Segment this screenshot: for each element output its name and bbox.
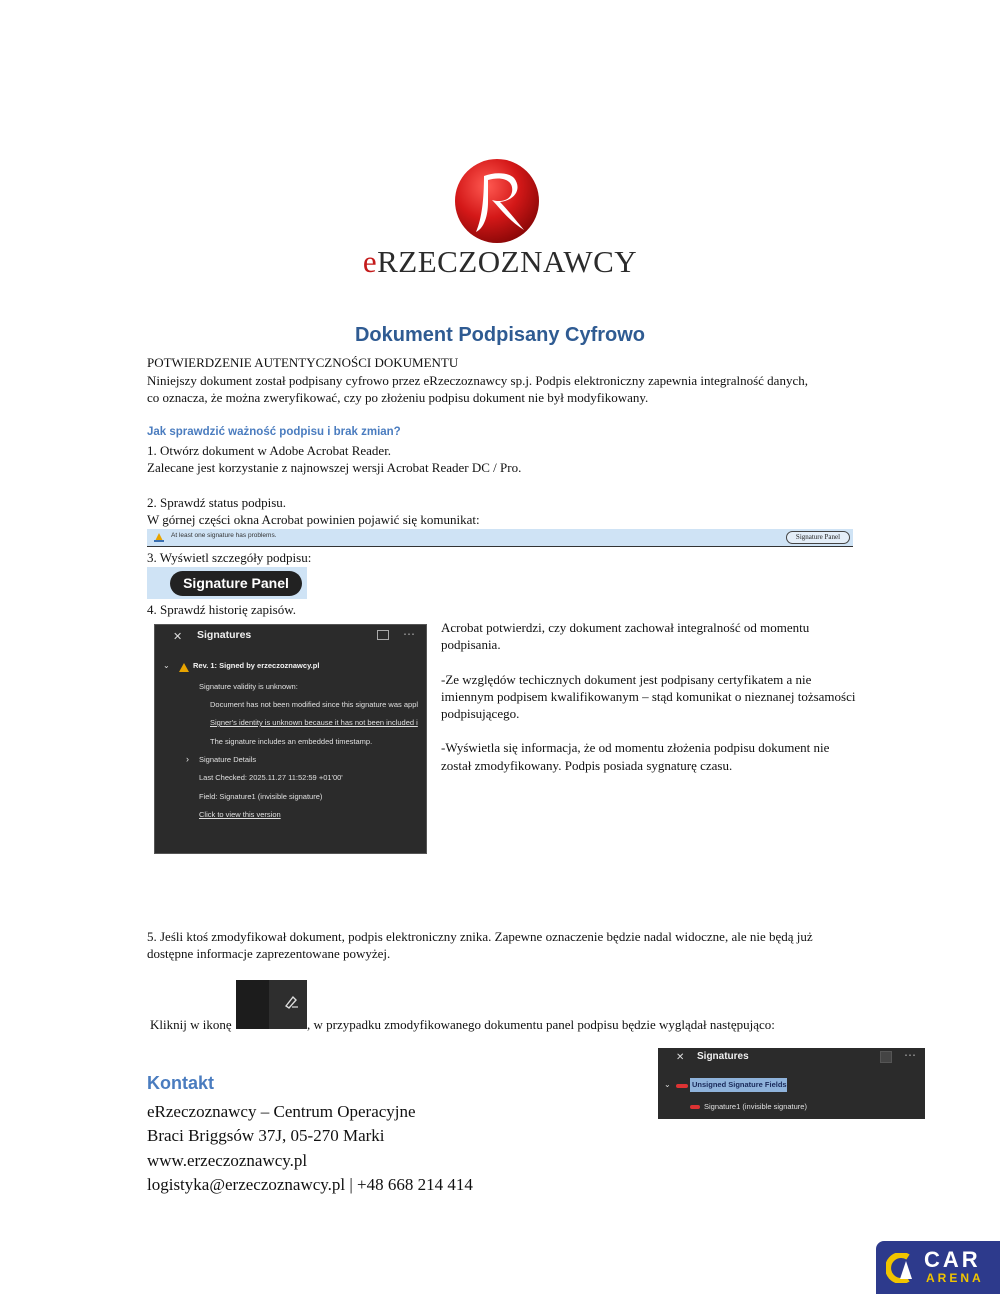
step-3-title: 3. Wyświetl szczegóły podpisu: xyxy=(147,550,312,565)
step-4-title: 4. Sprawdź historię zapisów. xyxy=(147,602,296,617)
banner-message: At least one signature has problems. xyxy=(171,532,277,539)
car-arena-badge xyxy=(876,1241,1000,1294)
view-version-link[interactable]: Click to view this version xyxy=(199,810,281,819)
signature-panel-button-screenshot xyxy=(147,567,307,599)
kontakt-heading: Kontakt xyxy=(147,1073,214,1093)
explanation-paragraph-3: -Wyświetla się informacja, że od momentu złożenia podpisu dokument nie został zmodyfikowany. Podpis posiada sygnaturę czasu. xyxy=(441,740,830,773)
kontakt-website[interactable]: www.erzeczoznawcy.pl xyxy=(147,1151,308,1170)
intro-heading: POTWIERDZENIE AUTENTYCZNOŚCI DOKUMENTU xyxy=(147,355,459,370)
signatures-panel xyxy=(154,624,427,854)
explanation-paragraph-1: Acrobat potwierdzi, czy dokument zachował integralność od momentu podpisania. xyxy=(441,620,810,653)
validity-detail-identity[interactable]: Signer's identity is unknown because it has not been included i xyxy=(210,718,418,727)
step-1-note: Zalecane jest korzystanie z najnowszej wersji Acrobat Reader DC / Pro. xyxy=(147,460,522,475)
step-5-line-2: dostępne informacje zaprezentowane powyżej. xyxy=(147,946,391,961)
signature-details[interactable]: Signature Details xyxy=(199,755,257,764)
car-arena-logo-icon xyxy=(886,1253,916,1283)
unsigned-panel-title: Signatures xyxy=(697,1051,749,1062)
step-1-title: 1. Otwórz dokument w Adobe Acrobat Reader. xyxy=(147,443,392,458)
click-icon-text-suffix: , w przypadku zmodyfikowanego dokumentu panel podpisu będzie wyglądał następująco: xyxy=(307,1017,775,1032)
validity-detail-timestamp: The signature includes an embedded timestamp. xyxy=(210,737,373,746)
close-icon[interactable]: ✕ xyxy=(173,631,183,643)
chevron-down-icon[interactable]: ⌄ xyxy=(664,1080,671,1089)
erzeczoznawcy-logo-text: eRZECZOZNAWCY xyxy=(362,244,638,279)
click-icon-text-prefix: Kliknij w ikonę xyxy=(150,1017,232,1032)
last-checked: Last Checked: 2025.11.27 11:52:59 +01'00' xyxy=(199,773,343,782)
step-5-line-1: 5. Jeśli ktoś zmodyfikował dokument, podpis elektroniczny znika. Zapewne oznaczenie będzie nadal widoczne, ale nie będą już xyxy=(147,929,813,944)
signature-warning-icon xyxy=(153,532,165,543)
kontakt-email-phone[interactable]: logistyka@erzeczoznawcy.pl | +48 668 214 414 xyxy=(147,1175,473,1194)
close-icon[interactable]: ✕ xyxy=(676,1052,685,1063)
warning-icon xyxy=(179,663,189,672)
unsigned-fields-group[interactable]: Unsigned Signature Fields xyxy=(692,1080,787,1089)
chevron-down-icon[interactable]: ⌄ xyxy=(163,661,170,670)
kontakt-address: Braci Briggsów 37J, 05-270 Marki xyxy=(147,1126,385,1145)
unsigned-field-item[interactable]: Signature1 (invisible signature) xyxy=(704,1102,807,1111)
badge-text-top: CAR xyxy=(924,1247,981,1272)
unsigned-signatures-panel xyxy=(658,1048,925,1119)
step-4-explanation xyxy=(441,619,861,791)
howto-heading: Jak sprawdzić ważność podpisu i brak zmian? xyxy=(147,426,401,438)
step-2-note: W górnej części okna Acrobat powinien pojawić się komunikat: xyxy=(147,512,480,527)
validity-detail-unmodified: Document has not been modified since this signature was appl xyxy=(210,700,419,709)
intro-paragraph-line-1: Niniejszy dokument został podpisany cyfrowo przez eRzeczoznawcy sp.j. Podpis elektroniczny zapewnia integralność danych, xyxy=(147,373,808,388)
chevron-right-icon[interactable]: › xyxy=(186,754,189,764)
signature-field-icon xyxy=(690,1105,700,1109)
signatures-panel-header xyxy=(155,625,426,647)
explanation-paragraph-2: -Ze względów techicznych dokument jest podpisany certyfikatem a nie imiennym podpisem kwalifikowanym – stąd komunikat o nieznanej tożsamości podpisującego. xyxy=(441,671,856,722)
signature-field-icon xyxy=(676,1084,688,1088)
revision-label[interactable]: Rev. 1: Signed by erzeczoznawcy.pl xyxy=(193,661,320,670)
validate-all-icon[interactable] xyxy=(377,630,389,640)
document-title: Dokument Podpisany Cyfrowo xyxy=(354,324,646,346)
more-options-icon[interactable]: ⋯ xyxy=(904,1048,916,1062)
acrobat-signature-banner xyxy=(147,529,853,547)
more-options-icon[interactable]: ⋯ xyxy=(403,627,415,641)
signature-pen-icon[interactable] xyxy=(283,994,299,1010)
intro-paragraph-line-2: co oznacza, że można zweryfikować, czy po złożeniu podpisu dokument nie był modyfikowany. xyxy=(147,390,649,405)
kontakt-company: eRzeczoznawcy – Centrum Operacyjne xyxy=(147,1102,416,1121)
signature-field: Field: Signature1 (invisible signature) xyxy=(199,792,323,801)
step-2-title: 2. Sprawdź status podpisu. xyxy=(147,495,287,510)
signature-validity: Signature validity is unknown: xyxy=(199,682,298,691)
badge-text-bottom: ARENA xyxy=(926,1271,984,1285)
signature-tool-icon-screenshot xyxy=(236,980,307,1029)
signatures-panel-title: Signatures xyxy=(197,629,252,641)
signature-panel-button[interactable]: Signature Panel xyxy=(170,571,302,596)
validate-all-icon[interactable] xyxy=(880,1051,892,1063)
erzeczoznawcy-logo-emblem xyxy=(454,158,540,244)
banner-signature-panel-button[interactable]: Signature Panel xyxy=(786,531,850,544)
